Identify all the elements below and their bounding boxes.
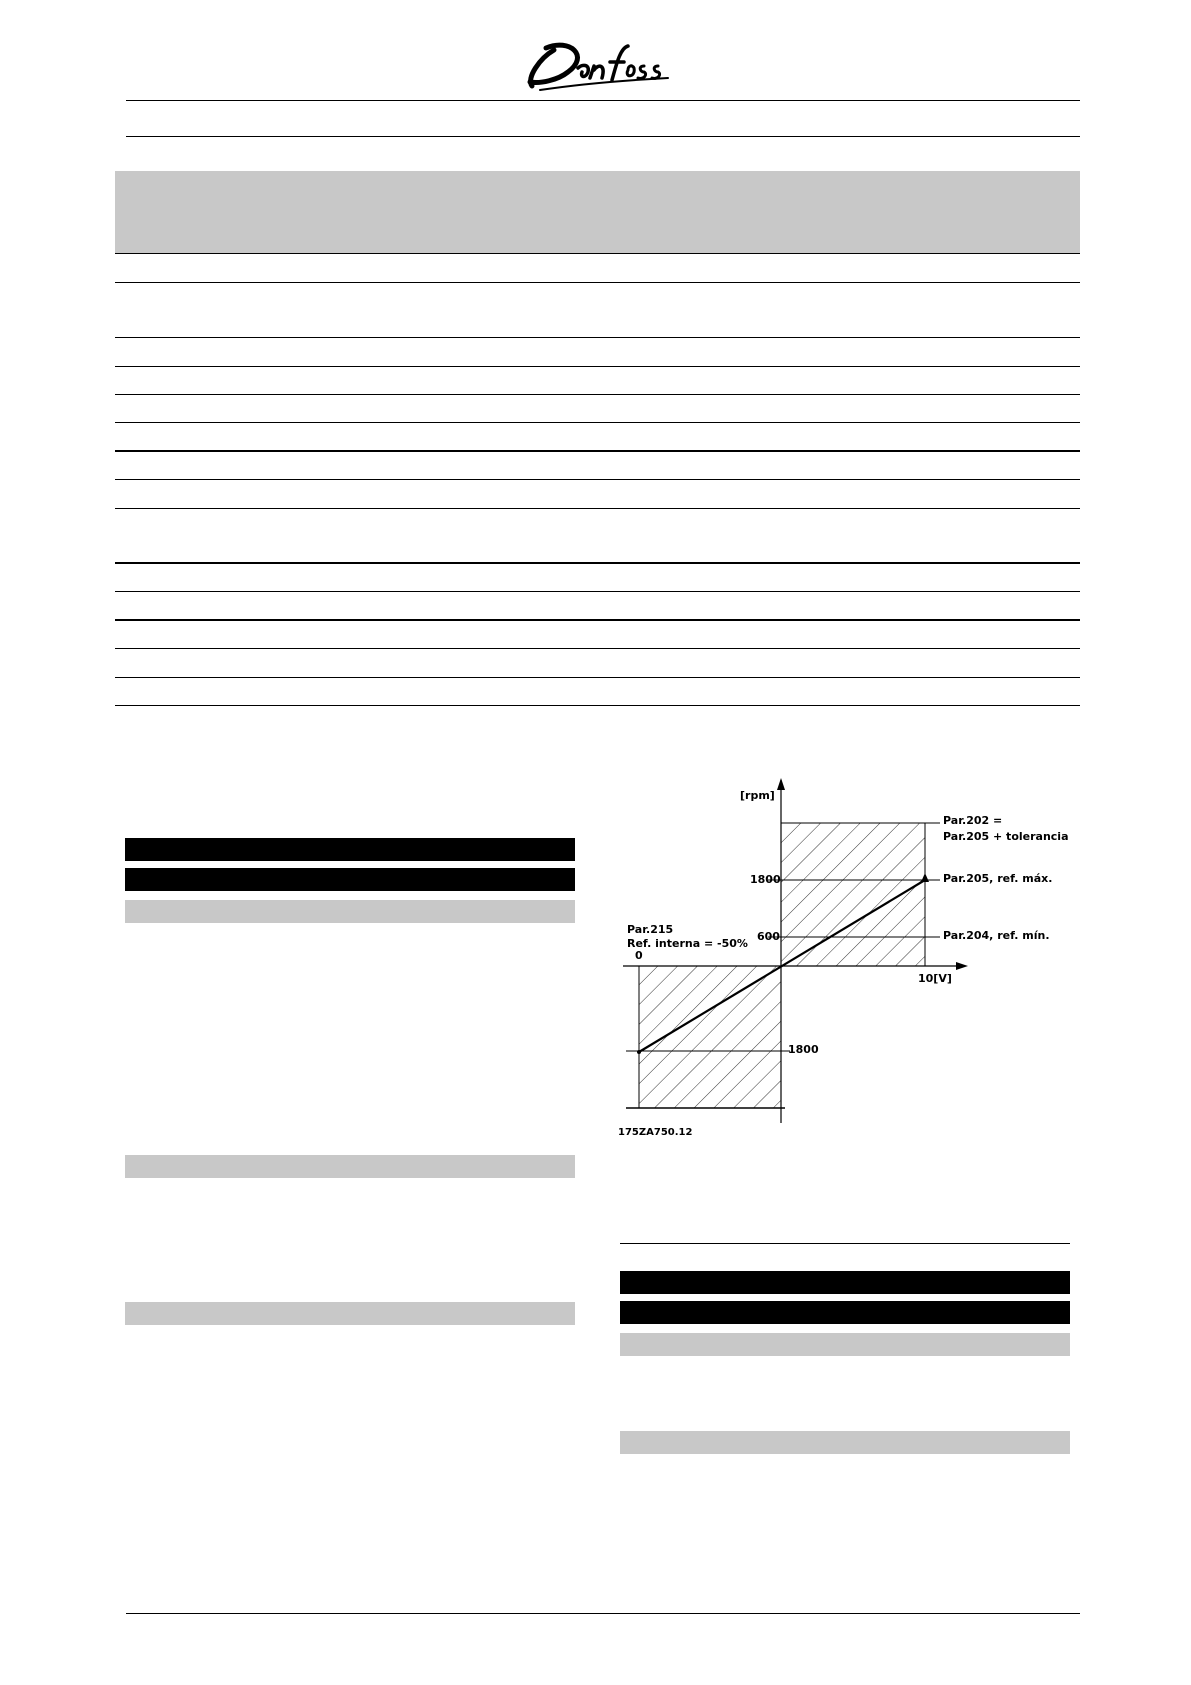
y-axis-arrow: [777, 778, 785, 790]
figure-code: 175ZA750.12: [618, 1127, 693, 1138]
y-unit-label: [rpm]: [740, 789, 775, 802]
zero-label: 0: [635, 949, 643, 962]
annotation-par215: Par.215: [627, 923, 674, 936]
y-tick-label: 1800: [788, 1043, 819, 1056]
y-tick-label: 600: [757, 930, 780, 943]
chart-frame: [623, 778, 968, 1123]
series-point: [923, 878, 927, 882]
series-point: [637, 1050, 641, 1054]
y-tick-label: 1800: [750, 873, 781, 886]
annotation-par202-2: Par.205 + tolerancia: [943, 830, 1069, 843]
annotation-par205: Par.205, ref. máx.: [943, 872, 1053, 885]
x-axis-arrow: [956, 962, 968, 970]
x-unit-label: 10[V]: [918, 972, 952, 985]
upper-hatched-region: [781, 823, 925, 966]
annotation-par202: Par.202 =: [943, 814, 1003, 827]
annotation-par204: Par.204, ref. mín.: [943, 929, 1050, 942]
annotation-par215-2: Ref. interna = -50%: [627, 937, 748, 950]
lower-hatched-region: [639, 966, 781, 1108]
